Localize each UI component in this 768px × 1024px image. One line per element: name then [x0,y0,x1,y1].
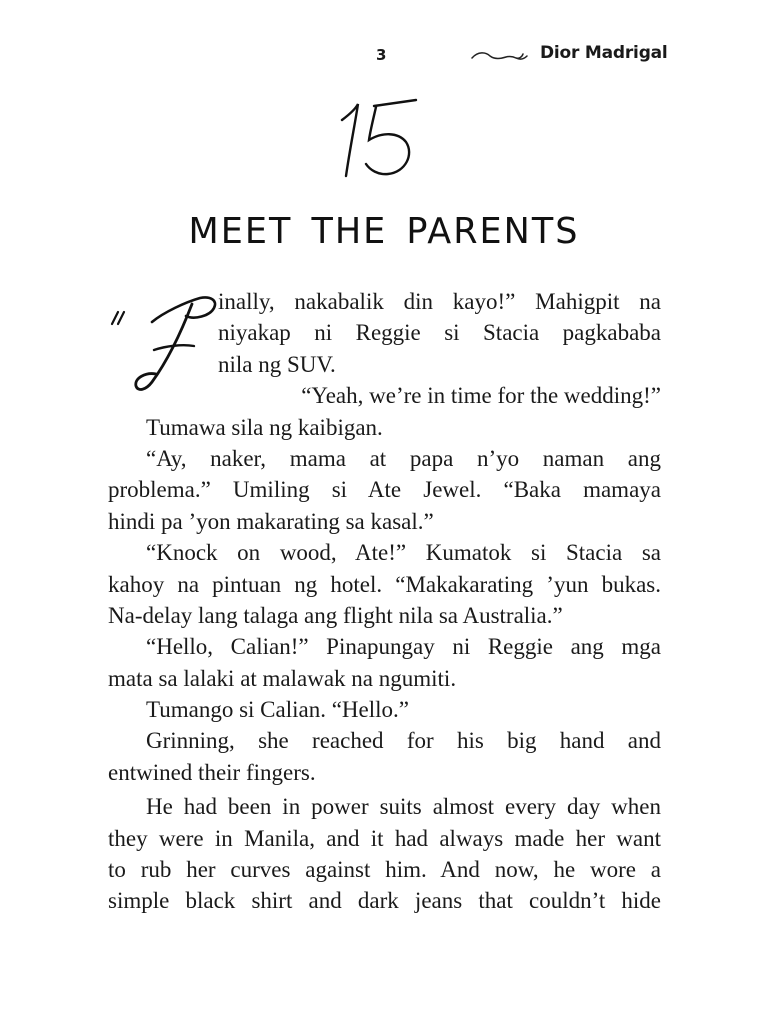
swash-ornament-icon [470,49,528,63]
text-line: they were in Manila, and it had always made her want [108,825,661,851]
text-line: “Yeah, we’re in time for the wedding!” [301,383,661,409]
text-line: “Knock on wood, Ate!” Kumatok si Stacia sa [146,540,661,566]
text-line: niyakap ni Reggie si Stacia pagkababa [218,320,661,346]
text-line: simple black shirt and dark jeans that couldn’t hide [108,888,661,914]
chapter-number-script [336,98,428,182]
chapter-title: MEET THE PARENTS [188,212,580,253]
page-number: 3 [376,46,387,64]
author-name: Dior Madrigal [540,43,668,63]
text-line: Grinning, she reached for his big hand and [146,728,661,754]
text-line: “Ay, naker, mama at papa n’yo naman ang [146,445,661,471]
text-line: Tumango si Calian. “Hello.” [146,697,409,723]
running-header [0,42,768,72]
text-line: Tumawa sila ng kaibigan. [146,414,383,440]
text-line: mata sa lalaki at malawak na ngumiti. [108,665,457,691]
text-line: “Hello, Calian!” Pinapungay ni Reggie ang mga [146,634,661,660]
text-line: kahoy na pintuan ng hotel. “Makakarating ’yun bukas. [108,571,661,597]
text-line: He had been in power suits almost every day when [146,794,661,820]
text-line: entwined their fingers. [108,759,316,785]
chapter-body-text [108,286,661,917]
text-line: to rub her curves against him. And now, he wore a [108,857,661,883]
text-line: inally, nakabalik din kayo!” Mahigpit na [218,289,661,314]
text-line: hindi pa ’yon makarating sa kasal.” [108,508,434,534]
text-line: Na-delay lang talaga ang flight nila sa Australia.” [108,602,563,628]
text-line: problema.” Umiling si Ate Jewel. “Baka mamaya [108,477,661,503]
text-line: nila ng SUV. [218,351,336,377]
